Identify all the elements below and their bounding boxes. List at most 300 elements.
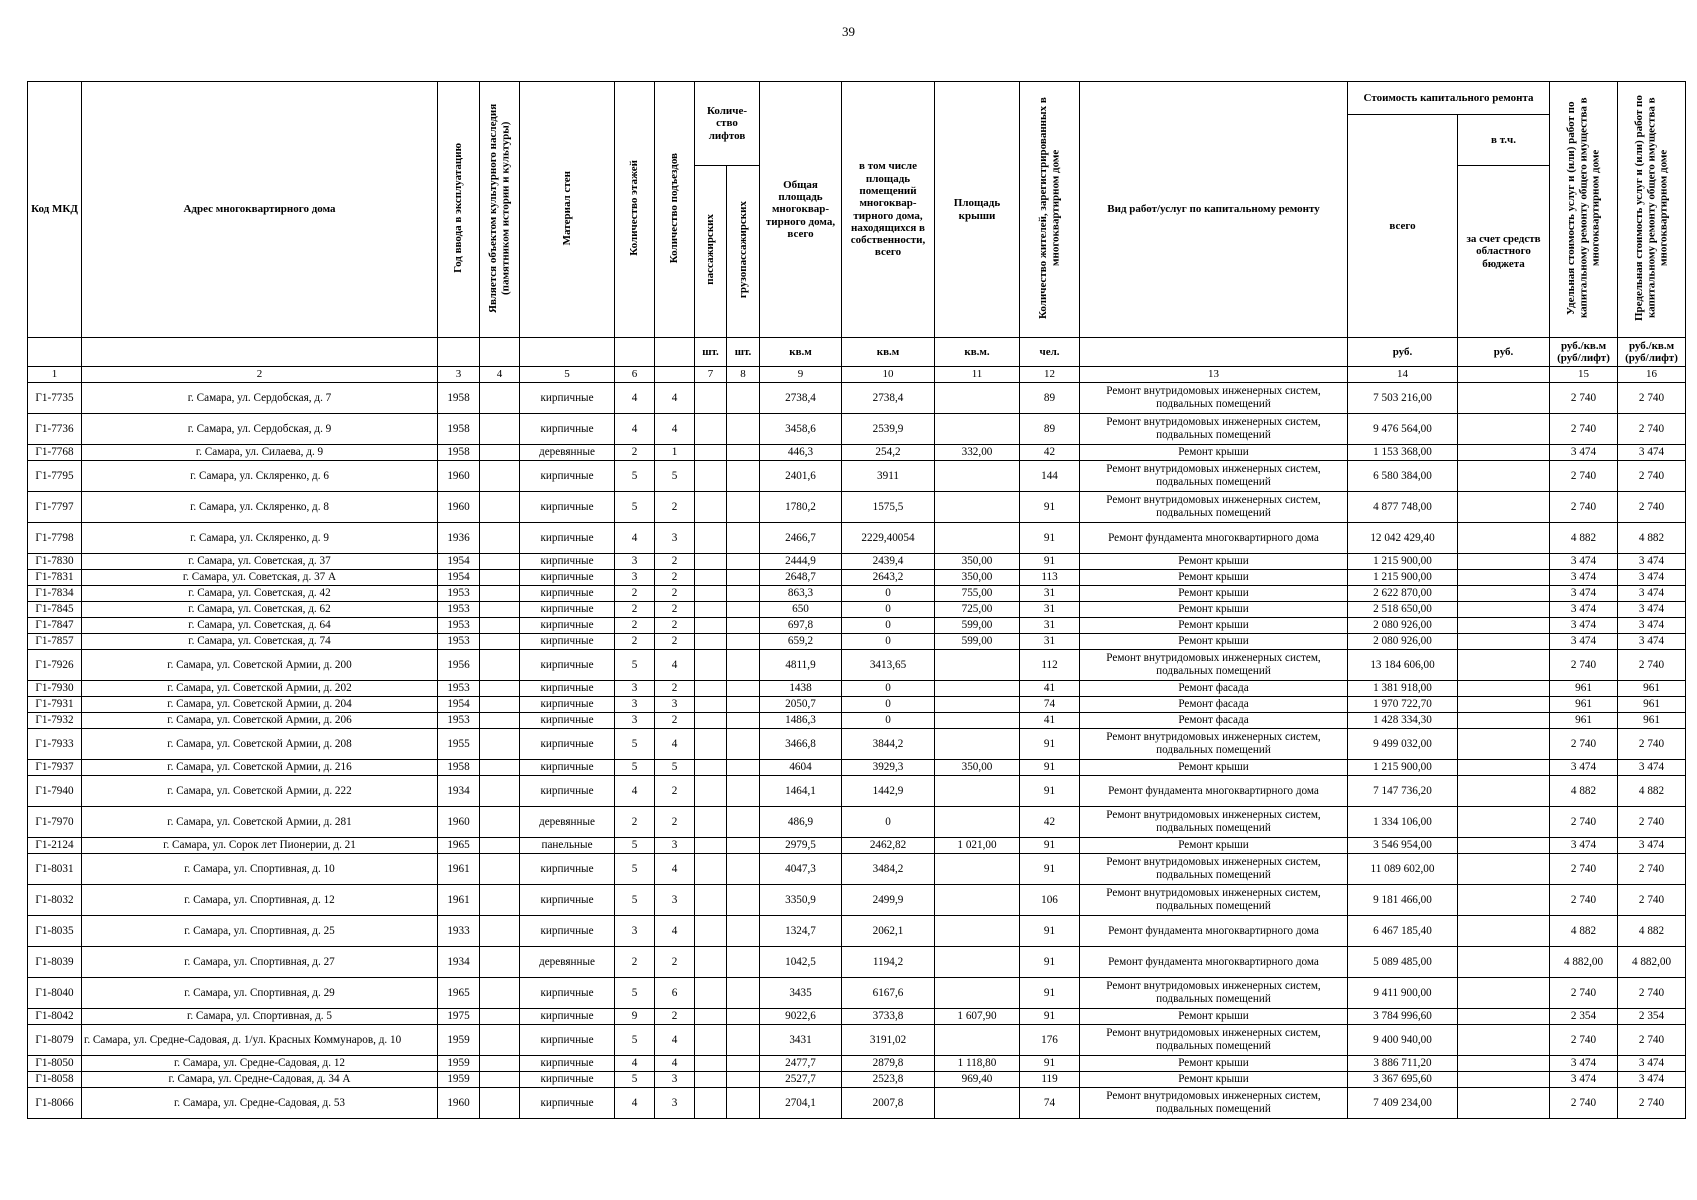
cell-cost-total: 3 886 711,20: [1348, 1056, 1458, 1072]
cell-total-area: 697,8: [760, 618, 842, 634]
cell-total-area: 1486,3: [760, 713, 842, 729]
cell-total-area: 650: [760, 602, 842, 618]
cell-code: Г1-7933: [28, 729, 82, 760]
cell-entrances: 4: [655, 729, 695, 760]
cell-residents: 106: [1020, 885, 1080, 916]
cell-floors: 5: [615, 1072, 655, 1088]
cell-floors: 5: [615, 492, 655, 523]
cell-cost-total: 1 215 900,00: [1348, 554, 1458, 570]
cell-unit-cost: 4 882: [1550, 916, 1618, 947]
cell-heritage: [480, 807, 520, 838]
cell-floors: 3: [615, 916, 655, 947]
cell-regional: [1458, 414, 1550, 445]
cell-floors: 4: [615, 1088, 655, 1119]
cell-unit-cost: 2 740: [1550, 978, 1618, 1009]
cell-heritage: [480, 383, 520, 414]
table-row: [28, 461, 1686, 492]
cell-entrances: 3: [655, 1088, 695, 1119]
cell-regional: [1458, 760, 1550, 776]
cell-work-type: Ремонт крыши: [1080, 554, 1348, 570]
table-row: [28, 634, 1686, 650]
cell-roof-area: [935, 523, 1020, 554]
cell-address: г. Самара, ул. Советская, д. 42: [82, 586, 438, 602]
column-number: 13: [1080, 367, 1348, 383]
cell-owned-area: 0: [842, 681, 935, 697]
cell-address: г. Самара, ул. Спортивная, д. 12: [82, 885, 438, 916]
cell-roof-area: [935, 414, 1020, 445]
cell-total-area: 486,9: [760, 807, 842, 838]
cell-owned-area: 2738,4: [842, 383, 935, 414]
cell-cost-total: 2 080 926,00: [1348, 634, 1458, 650]
cell-material: деревянные: [520, 947, 615, 978]
cell-material: кирпичные: [520, 681, 615, 697]
cell-heritage: [480, 916, 520, 947]
cell-regional: [1458, 681, 1550, 697]
cell-year: 1960: [438, 807, 480, 838]
cell-address: г. Самара, ул. Спортивная, д. 29: [82, 978, 438, 1009]
table-row: [28, 807, 1686, 838]
cell-max-cost: 961: [1618, 713, 1686, 729]
header-lifts-pass: пассажирских: [695, 166, 727, 338]
cell-address: г. Самара, ул. Силаева, д. 9: [82, 445, 438, 461]
cell-work-type: Ремонт крыши: [1080, 586, 1348, 602]
cell-entrances: 2: [655, 602, 695, 618]
cell-year: 1958: [438, 445, 480, 461]
cell-cost-total: 3 367 695,60: [1348, 1072, 1458, 1088]
cell-heritage: [480, 602, 520, 618]
cell-lifts-freight: [727, 554, 760, 570]
cell-roof-area: 599,00: [935, 618, 1020, 634]
cell-year: 1961: [438, 885, 480, 916]
column-numbers-row: [28, 367, 1686, 383]
cell-roof-area: [935, 713, 1020, 729]
cell-regional: [1458, 461, 1550, 492]
cell-material: кирпичные: [520, 492, 615, 523]
column-number: 7: [695, 367, 727, 383]
cell-regional: [1458, 713, 1550, 729]
unit-pcs: шт.: [695, 338, 727, 367]
cell-year: 1958: [438, 383, 480, 414]
cell-regional: [1458, 383, 1550, 414]
cell-material: кирпичные: [520, 729, 615, 760]
cell-material: кирпичные: [520, 776, 615, 807]
cell-year: 1958: [438, 760, 480, 776]
cell-lifts-pass: [695, 414, 727, 445]
cell-lifts-freight: [727, 838, 760, 854]
cell-residents: 119: [1020, 1072, 1080, 1088]
cell-unit-cost: 2 740: [1550, 807, 1618, 838]
unit-empty: [655, 338, 695, 367]
cell-roof-area: [935, 1025, 1020, 1056]
cell-max-cost: 2 354: [1618, 1009, 1686, 1025]
cell-roof-area: [935, 978, 1020, 1009]
cell-owned-area: 0: [842, 713, 935, 729]
cell-roof-area: [935, 916, 1020, 947]
cell-entrances: 4: [655, 1056, 695, 1072]
cell-owned-area: 0: [842, 618, 935, 634]
column-number: 2: [82, 367, 438, 383]
cell-unit-cost: 2 740: [1550, 650, 1618, 681]
cell-work-type: Ремонт внутридомовых инженерных систем, подвальных помещений: [1080, 807, 1348, 838]
cell-cost-total: 7 147 736,20: [1348, 776, 1458, 807]
cell-max-cost: 4 882: [1618, 523, 1686, 554]
page-number: 39: [842, 24, 855, 39]
column-number: 3: [438, 367, 480, 383]
cell-owned-area: 0: [842, 586, 935, 602]
cell-owned-area: 2439,4: [842, 554, 935, 570]
cell-total-area: 2401,6: [760, 461, 842, 492]
cell-cost-total: 1 215 900,00: [1348, 570, 1458, 586]
cell-material: кирпичные: [520, 713, 615, 729]
cell-lifts-freight: [727, 1088, 760, 1119]
cell-code: Г1-7798: [28, 523, 82, 554]
cell-owned-area: 0: [842, 602, 935, 618]
cell-regional: [1458, 445, 1550, 461]
cell-address: г. Самара, ул. Советская, д. 74: [82, 634, 438, 650]
cell-max-cost: 3 474: [1618, 1072, 1686, 1088]
cell-residents: 113: [1020, 570, 1080, 586]
cell-residents: 91: [1020, 916, 1080, 947]
cell-heritage: [480, 885, 520, 916]
cell-max-cost: 961: [1618, 681, 1686, 697]
cell-regional: [1458, 586, 1550, 602]
cell-cost-total: 1 428 334,30: [1348, 713, 1458, 729]
cell-unit-cost: 2 354: [1550, 1009, 1618, 1025]
cell-lifts-pass: [695, 854, 727, 885]
cell-max-cost: 3 474: [1618, 554, 1686, 570]
cell-lifts-pass: [695, 729, 727, 760]
cell-unit-cost: 961: [1550, 681, 1618, 697]
cell-code: Г1-7834: [28, 586, 82, 602]
cell-entrances: 4: [655, 383, 695, 414]
cell-floors: 5: [615, 885, 655, 916]
cell-work-type: Ремонт крыши: [1080, 760, 1348, 776]
cell-regional: [1458, 1072, 1550, 1088]
cell-material: кирпичные: [520, 885, 615, 916]
unit-sqm: кв.м: [760, 338, 842, 367]
table-row: [28, 760, 1686, 776]
cell-floors: 2: [615, 807, 655, 838]
cell-roof-area: [935, 650, 1020, 681]
cell-heritage: [480, 729, 520, 760]
cell-total-area: 1438: [760, 681, 842, 697]
cell-floors: 4: [615, 1056, 655, 1072]
cell-roof-area: [935, 947, 1020, 978]
header-floors: Количество этажей: [615, 82, 655, 338]
cell-roof-area: [935, 776, 1020, 807]
cell-entrances: 2: [655, 947, 695, 978]
header-unit-cost: Удельная стоимость услуг и (или) работ по капитальному ремонту общего имущества в многоквартирном доме: [1550, 82, 1618, 338]
cell-max-cost: 3 474: [1618, 634, 1686, 650]
unit-per: руб./кв.м (руб/лифт): [1550, 338, 1618, 367]
table-row: [28, 885, 1686, 916]
cell-residents: 91: [1020, 1009, 1080, 1025]
cell-address: г. Самара, ул. Скляренко, д. 8: [82, 492, 438, 523]
cell-total-area: 446,3: [760, 445, 842, 461]
table-row: [28, 854, 1686, 885]
cell-lifts-pass: [695, 916, 727, 947]
cell-code: Г1-7736: [28, 414, 82, 445]
cell-owned-area: 2523,8: [842, 1072, 935, 1088]
cell-unit-cost: 2 740: [1550, 1088, 1618, 1119]
cell-roof-area: 725,00: [935, 602, 1020, 618]
cell-owned-area: 2229,40054: [842, 523, 935, 554]
cell-owned-area: 2007,8: [842, 1088, 935, 1119]
cell-year: 1934: [438, 776, 480, 807]
cell-lifts-pass: [695, 618, 727, 634]
cell-regional: [1458, 634, 1550, 650]
cell-material: кирпичные: [520, 1056, 615, 1072]
cell-lifts-freight: [727, 570, 760, 586]
cell-lifts-pass: [695, 885, 727, 916]
cell-address: г. Самара, ул. Средне-Садовая, д. 12: [82, 1056, 438, 1072]
cell-address: г. Самара, ул. Советской Армии, д. 208: [82, 729, 438, 760]
cell-code: Г1-8058: [28, 1072, 82, 1088]
cell-work-type: Ремонт крыши: [1080, 445, 1348, 461]
header-lifts: Количе-ство лифтов: [695, 82, 760, 166]
cell-material: кирпичные: [520, 602, 615, 618]
cell-material: деревянные: [520, 445, 615, 461]
cell-code: Г1-8031: [28, 854, 82, 885]
unit-empty: [1080, 338, 1348, 367]
cell-lifts-pass: [695, 634, 727, 650]
unit-sqm: кв.м.: [935, 338, 1020, 367]
capital-repair-register-table: [27, 81, 1686, 1119]
cell-floors: 2: [615, 602, 655, 618]
column-number: 11: [935, 367, 1020, 383]
cell-max-cost: 3 474: [1618, 445, 1686, 461]
cell-total-area: 2050,7: [760, 697, 842, 713]
cell-address: г. Самара, ул. Спортивная, д. 5: [82, 1009, 438, 1025]
cell-residents: 31: [1020, 634, 1080, 650]
cell-heritage: [480, 978, 520, 1009]
table-row: [28, 618, 1686, 634]
cell-material: кирпичные: [520, 1025, 615, 1056]
cell-material: кирпичные: [520, 634, 615, 650]
cell-heritage: [480, 586, 520, 602]
cell-residents: 91: [1020, 978, 1080, 1009]
cell-regional: [1458, 618, 1550, 634]
cell-residents: 91: [1020, 492, 1080, 523]
table-row: [28, 650, 1686, 681]
cell-residents: 91: [1020, 760, 1080, 776]
cell-address: г. Самара, ул. Спортивная, д. 10: [82, 854, 438, 885]
cell-total-area: 3350,9: [760, 885, 842, 916]
cell-work-type: Ремонт внутридомовых инженерных систем, подвальных помещений: [1080, 1088, 1348, 1119]
cell-heritage: [480, 713, 520, 729]
table-row: [28, 586, 1686, 602]
cell-owned-area: 3844,2: [842, 729, 935, 760]
cell-material: кирпичные: [520, 523, 615, 554]
cell-cost-total: 12 042 429,40: [1348, 523, 1458, 554]
cell-lifts-freight: [727, 854, 760, 885]
cell-lifts-freight: [727, 445, 760, 461]
cell-lifts-pass: [695, 978, 727, 1009]
cell-cost-total: 9 499 032,00: [1348, 729, 1458, 760]
cell-residents: 91: [1020, 523, 1080, 554]
cell-total-area: 4604: [760, 760, 842, 776]
cell-lifts-freight: [727, 713, 760, 729]
cell-total-area: 2704,1: [760, 1088, 842, 1119]
cell-code: Г1-8040: [28, 978, 82, 1009]
cell-work-type: Ремонт крыши: [1080, 1009, 1348, 1025]
cell-lifts-pass: [695, 383, 727, 414]
column-number: 4: [480, 367, 520, 383]
table-row: [28, 776, 1686, 807]
cell-total-area: 863,3: [760, 586, 842, 602]
cell-regional: [1458, 854, 1550, 885]
cell-entrances: 6: [655, 978, 695, 1009]
cell-address: г. Самара, ул. Спортивная, д. 27: [82, 947, 438, 978]
cell-max-cost: 2 740: [1618, 414, 1686, 445]
cell-material: кирпичные: [520, 414, 615, 445]
cell-unit-cost: 2 740: [1550, 854, 1618, 885]
cell-heritage: [480, 461, 520, 492]
cell-lifts-pass: [695, 586, 727, 602]
cell-heritage: [480, 523, 520, 554]
cell-residents: 31: [1020, 586, 1080, 602]
cell-code: Г1-7768: [28, 445, 82, 461]
cell-residents: 31: [1020, 602, 1080, 618]
cell-floors: 5: [615, 729, 655, 760]
cell-floors: 5: [615, 1025, 655, 1056]
table-row: [28, 1056, 1686, 1072]
cell-roof-area: [935, 681, 1020, 697]
cell-heritage: [480, 697, 520, 713]
cell-total-area: 1464,1: [760, 776, 842, 807]
cell-max-cost: 3 474: [1618, 618, 1686, 634]
cell-year: 1960: [438, 492, 480, 523]
cell-code: Г1-7937: [28, 760, 82, 776]
cell-address: г. Самара, ул. Советской Армии, д. 204: [82, 697, 438, 713]
cell-material: кирпичные: [520, 383, 615, 414]
cell-code: Г1-7931: [28, 697, 82, 713]
cell-unit-cost: 4 882: [1550, 776, 1618, 807]
cell-roof-area: [935, 492, 1020, 523]
cell-lifts-pass: [695, 947, 727, 978]
cell-regional: [1458, 1009, 1550, 1025]
cell-address: г. Самара, ул. Советской Армии, д. 206: [82, 713, 438, 729]
cell-year: 1953: [438, 634, 480, 650]
cell-unit-cost: 3 474: [1550, 445, 1618, 461]
cell-floors: 5: [615, 760, 655, 776]
cell-heritage: [480, 618, 520, 634]
header-address: Адрес многоквартирного дома: [82, 82, 438, 338]
cell-max-cost: 3 474: [1618, 602, 1686, 618]
cell-year: 1953: [438, 713, 480, 729]
cell-lifts-freight: [727, 461, 760, 492]
unit-empty: [28, 338, 82, 367]
cell-residents: 144: [1020, 461, 1080, 492]
cell-owned-area: 2879,8: [842, 1056, 935, 1072]
cell-roof-area: 969,40: [935, 1072, 1020, 1088]
cell-year: 1956: [438, 650, 480, 681]
cell-code: Г1-8042: [28, 1009, 82, 1025]
cell-lifts-pass: [695, 650, 727, 681]
cell-code: Г1-8050: [28, 1056, 82, 1072]
cell-entrances: 2: [655, 1009, 695, 1025]
cell-owned-area: 1575,5: [842, 492, 935, 523]
cell-cost-total: 7 409 234,00: [1348, 1088, 1458, 1119]
cell-roof-area: [935, 807, 1020, 838]
cell-residents: 176: [1020, 1025, 1080, 1056]
column-number: 9: [760, 367, 842, 383]
cell-unit-cost: 2 740: [1550, 729, 1618, 760]
cell-floors: 2: [615, 634, 655, 650]
cell-code: Г1-7857: [28, 634, 82, 650]
cell-regional: [1458, 523, 1550, 554]
cell-lifts-pass: [695, 681, 727, 697]
cell-cost-total: 13 184 606,00: [1348, 650, 1458, 681]
cell-floors: 3: [615, 554, 655, 570]
header-cost-total: всего: [1348, 115, 1458, 338]
cell-code: Г1-7795: [28, 461, 82, 492]
cell-max-cost: 2 740: [1618, 854, 1686, 885]
cell-regional: [1458, 1056, 1550, 1072]
unit-empty: [82, 338, 438, 367]
cell-lifts-pass: [695, 776, 727, 807]
cell-code: Г1-8035: [28, 916, 82, 947]
cell-unit-cost: 3 474: [1550, 602, 1618, 618]
cell-residents: 91: [1020, 554, 1080, 570]
cell-material: кирпичные: [520, 618, 615, 634]
cell-year: 1953: [438, 602, 480, 618]
cell-entrances: 3: [655, 885, 695, 916]
table-row: [28, 523, 1686, 554]
cell-heritage: [480, 776, 520, 807]
cell-heritage: [480, 554, 520, 570]
cell-heritage: [480, 681, 520, 697]
cell-lifts-freight: [727, 681, 760, 697]
cell-total-area: 4047,3: [760, 854, 842, 885]
cell-heritage: [480, 492, 520, 523]
cell-cost-total: 6 467 185,40: [1348, 916, 1458, 947]
cell-cost-total: 7 503 216,00: [1348, 383, 1458, 414]
cell-regional: [1458, 1025, 1550, 1056]
cell-year: 1953: [438, 586, 480, 602]
cell-max-cost: 2 740: [1618, 383, 1686, 414]
cell-entrances: 2: [655, 492, 695, 523]
cell-lifts-pass: [695, 1072, 727, 1088]
cell-address: г. Самара, ул. Средне-Садовая, д. 1/ул. Красных Коммунаров, д. 10: [82, 1025, 438, 1056]
cell-roof-area: 350,00: [935, 554, 1020, 570]
cell-unit-cost: 2 740: [1550, 1025, 1618, 1056]
cell-material: кирпичные: [520, 1072, 615, 1088]
table-row: [28, 445, 1686, 461]
cell-lifts-freight: [727, 1072, 760, 1088]
cell-lifts-pass: [695, 445, 727, 461]
cell-lifts-pass: [695, 697, 727, 713]
table-row: [28, 1072, 1686, 1088]
cell-entrances: 4: [655, 854, 695, 885]
cell-material: деревянные: [520, 807, 615, 838]
cell-heritage: [480, 1072, 520, 1088]
cell-entrances: 2: [655, 713, 695, 729]
cell-lifts-pass: [695, 492, 727, 523]
cell-unit-cost: 961: [1550, 697, 1618, 713]
cell-roof-area: 755,00: [935, 586, 1020, 602]
cell-floors: 3: [615, 713, 655, 729]
cell-address: г. Самара, ул. Советской Армии, д. 202: [82, 681, 438, 697]
cell-unit-cost: 4 882,00: [1550, 947, 1618, 978]
cell-work-type: Ремонт фасада: [1080, 713, 1348, 729]
cell-code: Г1-7831: [28, 570, 82, 586]
cell-heritage: [480, 1009, 520, 1025]
cell-entrances: 4: [655, 414, 695, 445]
cell-address: г. Самара, ул. Советской Армии, д. 222: [82, 776, 438, 807]
cell-year: 1934: [438, 947, 480, 978]
cell-floors: 2: [615, 445, 655, 461]
